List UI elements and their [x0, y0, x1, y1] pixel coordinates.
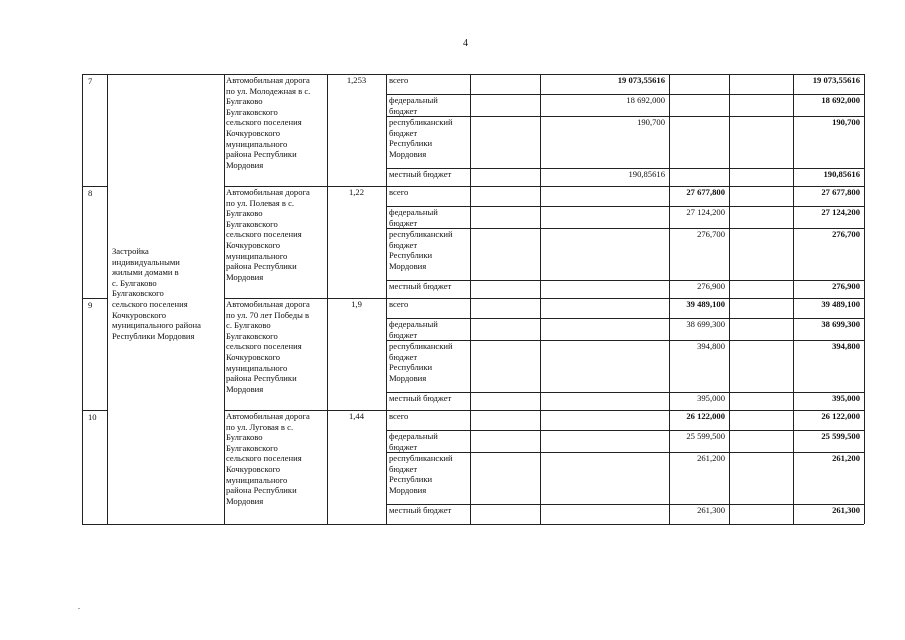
object-name: Автомобильная дорога по ул. Полевая в с. Булгаково Булгаковского сельского поселения Кочкуровского муниципального района Республики Мордовия: [226, 187, 310, 282]
table-border-left: [82, 74, 83, 524]
row-number: 9: [88, 300, 93, 310]
funding-source: федеральный бюджет: [389, 95, 438, 116]
object-name: Автомобильная дорога по ул. 70 лет Победы в с. Булгаково Булгаковского сельского поселения Кочкуровского муниципального района Республики Мордовия: [226, 299, 310, 394]
funding-source: федеральный бюджет: [389, 207, 438, 228]
amount-total: 39 489,100: [821, 299, 860, 309]
row-number: 8: [88, 188, 93, 198]
block-divider: [82, 410, 107, 411]
block-divider: [82, 298, 107, 299]
amount-total: 276,900: [832, 281, 860, 291]
length-value: 1,253: [346, 75, 367, 85]
funding-source: местный бюджет: [389, 393, 452, 403]
funding-source: федеральный бюджет: [389, 319, 438, 340]
amount-2021: 18 692,000: [626, 95, 665, 105]
table-border-bottom: [82, 524, 864, 525]
budget-table: [82, 74, 864, 524]
column-divider: [793, 74, 794, 524]
funding-source: республиканский бюджет Республики Мордовия: [389, 229, 453, 271]
amount-2022: 27 677,800: [686, 187, 725, 197]
length-value: 1,22: [348, 187, 365, 197]
funding-source: республиканский бюджет Республики Мордовия: [389, 117, 453, 159]
amount-2022: 261,200: [697, 453, 725, 463]
object-name: Автомобильная дорога по ул. Молодежная в с. Булгаково Булгаковского сельского поселения Кочкуровского муниципального района Республики Мордовия: [226, 75, 311, 170]
amount-total: 190,700: [832, 117, 860, 127]
amount-2022: 276,700: [697, 229, 725, 239]
table-border-top: [82, 74, 864, 75]
amount-2021: 19 073,55616: [617, 75, 665, 85]
amount-total: 25 599,500: [821, 431, 860, 441]
amount-total: 394,800: [832, 341, 860, 351]
funding-source: всего: [389, 187, 409, 197]
funding-source: республиканский бюджет Республики Мордовия: [389, 341, 453, 383]
margin-mark: .: [78, 602, 80, 611]
column-divider: [470, 74, 471, 524]
amount-2022: 38 699,300: [686, 319, 725, 329]
amount-2022: 395,000: [697, 393, 725, 403]
column-divider: [386, 74, 387, 524]
amount-total: 276,700: [832, 229, 860, 239]
amount-2021: 190,700: [637, 117, 665, 127]
amount-total: 190,85616: [823, 169, 860, 179]
column-divider: [327, 74, 328, 524]
amount-2022: 261,300: [697, 505, 725, 515]
amount-total: 18 692,000: [821, 95, 860, 105]
amount-total: 38 699,300: [821, 319, 860, 329]
amount-total: 26 122,000: [821, 411, 860, 421]
funding-source: всего: [389, 299, 409, 309]
amount-2022: 276,900: [697, 281, 725, 291]
page-number: 4: [463, 38, 468, 49]
amount-total: 261,300: [832, 505, 860, 515]
table-border-right: [864, 74, 865, 524]
length-value: 1,9: [351, 299, 362, 309]
amount-total: 261,200: [832, 453, 860, 463]
column-divider: [540, 74, 541, 524]
amount-total: 395,000: [832, 393, 860, 403]
funding-source: местный бюджет: [389, 281, 452, 291]
row-number: 7: [88, 76, 93, 86]
funding-source: республиканский бюджет Республики Мордовия: [389, 453, 453, 495]
amount-2021: 190,85616: [628, 169, 665, 179]
funding-source: федеральный бюджет: [389, 431, 438, 452]
funding-source: всего: [389, 411, 409, 421]
funding-source: всего: [389, 75, 409, 85]
funding-source: местный бюджет: [389, 505, 452, 515]
amount-total: 19 073,55616: [812, 75, 860, 85]
amount-total: 27 124,200: [821, 207, 860, 217]
amount-2022: 26 122,000: [686, 411, 725, 421]
column-divider: [729, 74, 730, 524]
amount-total: 27 677,800: [821, 187, 860, 197]
amount-2022: 394,800: [697, 341, 725, 351]
funding-source: местный бюджет: [389, 169, 452, 179]
length-value: 1,44: [348, 411, 365, 421]
amount-2022: 39 489,100: [686, 299, 725, 309]
column-divider: [107, 74, 108, 524]
category-label: Застройка индивидуальными жилыми домами в с. Булгаково Булгаковского сельского поселения Кочкуровского муниципального района Республики Мордовия: [112, 246, 201, 341]
object-name: Автомобильная дорога по ул. Луговая в с. Булгаково Булгаковского сельского поселения Кочкуровского муниципального района Республики Мордовия: [226, 411, 310, 506]
amount-2022: 27 124,200: [686, 207, 725, 217]
column-divider: [224, 74, 225, 524]
column-divider: [669, 74, 670, 524]
amount-2022: 25 599,500: [686, 431, 725, 441]
row-number: 10: [88, 412, 97, 422]
block-divider: [82, 186, 107, 187]
